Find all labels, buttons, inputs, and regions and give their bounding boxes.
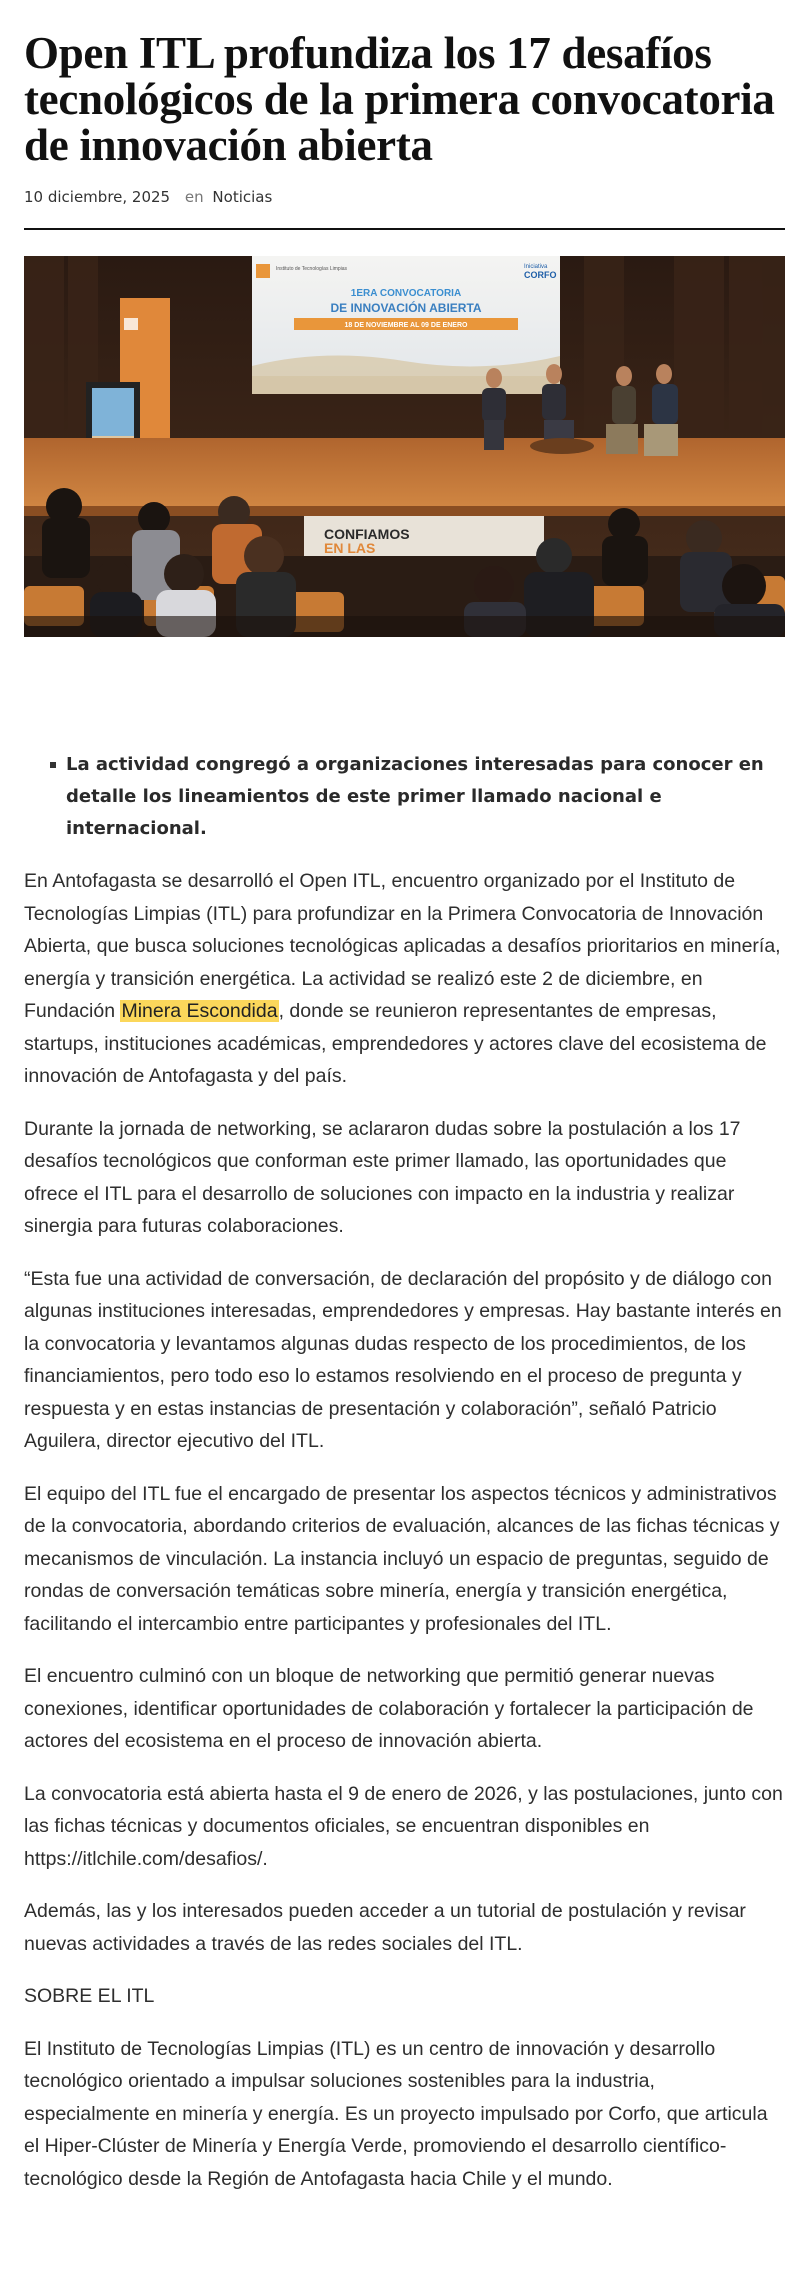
lead-summary-list bbox=[24, 749, 785, 845]
itl-logo-mark bbox=[256, 264, 270, 278]
paragraph-6: La convocatoria está abierta hasta el 9 de enero de 2026, y las postulaciones, junto con las fichas técnicas y documentos oficiales, se encuentran disponibles en https://itlchile.com/desafios/. bbox=[24, 1782, 783, 1870]
screen-dates: 18 DE NOVIEMBRE AL 09 DE ENERO bbox=[344, 322, 468, 329]
event-photo bbox=[24, 256, 785, 637]
paragraph-7: Además, las y los interesados pueden acceder a un tutorial de postulación y revisar nuevas actividades a través de las redes sociales del ITL. bbox=[24, 1900, 746, 1955]
screen-partner: CORFO bbox=[524, 270, 557, 280]
article-date[interactable]: 10 diciembre, 2025 bbox=[24, 188, 171, 206]
article-featured-image bbox=[24, 256, 785, 637]
highlighted-text: Minera Escondida bbox=[121, 1000, 278, 1022]
paragraph-3-quote: “Esta fue una actividad de conversación, de declaración del propósito y de diálogo con algunas instituciones interesadas, emprendedores y empresas. Hay bastante interés en la convocatoria y levantamos algunas dudas respecto de los procedimientos, de los financiamientos, pero todo eso lo estamos resolviendo en el proceso de pregunta y respuesta y en estas instancias de presentación y colaboración”, señaló Patricio Aguilera, director ejecutivo del ITL. bbox=[24, 1267, 782, 1452]
article-meta bbox=[24, 188, 785, 206]
category-prefix: en bbox=[184, 188, 204, 206]
article-body bbox=[24, 865, 785, 2195]
paragraph-1-start: En Antofagasta se desarrolló el Open ITL, encuentro organizado por el Instituto de Tecnologías Limpias (ITL) para profundizar en la Primera Convocatoria de Innovación Abierta, que busca soluciones tecnológicas aplicadas a desafíos prioritarios en minería, energía y transición energética. La actividad se realizó este 2 de diciembre, en Fundación bbox=[24, 870, 781, 1022]
screen-partner-small: Iniciativa bbox=[524, 264, 548, 270]
section-heading-sobre-itl: SOBRE EL ITL bbox=[24, 1985, 155, 2007]
screen-brand: Instituto de Tecnologías Limpias bbox=[276, 266, 348, 272]
paragraph-1 bbox=[24, 865, 785, 1093]
paragraph-2: Durante la jornada de networking, se aclararon dudas sobre la postulación a los 17 desafíos tecnológicos que conforman este primer llamado, las oportunidades que ofrece el ITL para el desarrollo de soluciones con impacto en la industria y realizar sinergia para futuras colaboraciones. bbox=[24, 1117, 741, 1237]
paragraph-1-end: , donde se reunieron representantes de empresas, startups, instituciones académicas, emprendedores y actores clave del ecosistema de innovación de Antofagasta y del país. bbox=[24, 1000, 767, 1087]
screen-line1: 1ERA CONVOCATORIA bbox=[350, 288, 462, 299]
article-title: Open ITL profundiza los 17 desafíos tecnológicos de la primera convocatoria de innovación abierta bbox=[24, 28, 775, 170]
paragraph-9: El Instituto de Tecnologías Limpias (ITL) es un centro de innovación y desarrollo tecnológico orientado a impulsar soluciones sostenibles para la industria, especialmente en minería y energía. Es un proyecto impulsado por Corfo, que articula el Hiper-Clúster de Minería y Energía Verde, promoviendo el desarrollo científico-tecnológico desde la Región de Antofagasta hacia Chile y el mundo. bbox=[24, 2037, 768, 2190]
banner-line1: CONFIAMOS bbox=[324, 526, 410, 542]
category-link[interactable]: Noticias bbox=[212, 188, 273, 206]
lead-summary-item: La actividad congregó a organizaciones interesadas para conocer en detalle los lineamientos de este primer llamado nacional e internacional. bbox=[44, 749, 785, 845]
screen-line2: DE INNOVACIÓN ABIERTA bbox=[330, 301, 482, 315]
banner-line2: EN LAS bbox=[324, 540, 376, 556]
title-divider bbox=[24, 228, 785, 230]
paragraph-4: El equipo del ITL fue el encargado de presentar los aspectos técnicos y administrativos de la convocatoria, abordando criterios de evaluación, alcances de las fichas técnicas y mecanismos de vinculación. La instancia incluyó un espacio de preguntas, seguido de rondas de conversación temáticas sobre minería, energía y transición energética, facilitando el intercambio entre participantes y profesionales del ITL. bbox=[24, 1482, 780, 1635]
paragraph-5: El encuentro culminó con un bloque de networking que permitió generar nuevas conexiones, identificar oportunidades de colaboración y fortalecer la participación de actores del ecosistema en el proceso de innovación abierta. bbox=[24, 1665, 754, 1752]
article bbox=[24, 0, 785, 2215]
